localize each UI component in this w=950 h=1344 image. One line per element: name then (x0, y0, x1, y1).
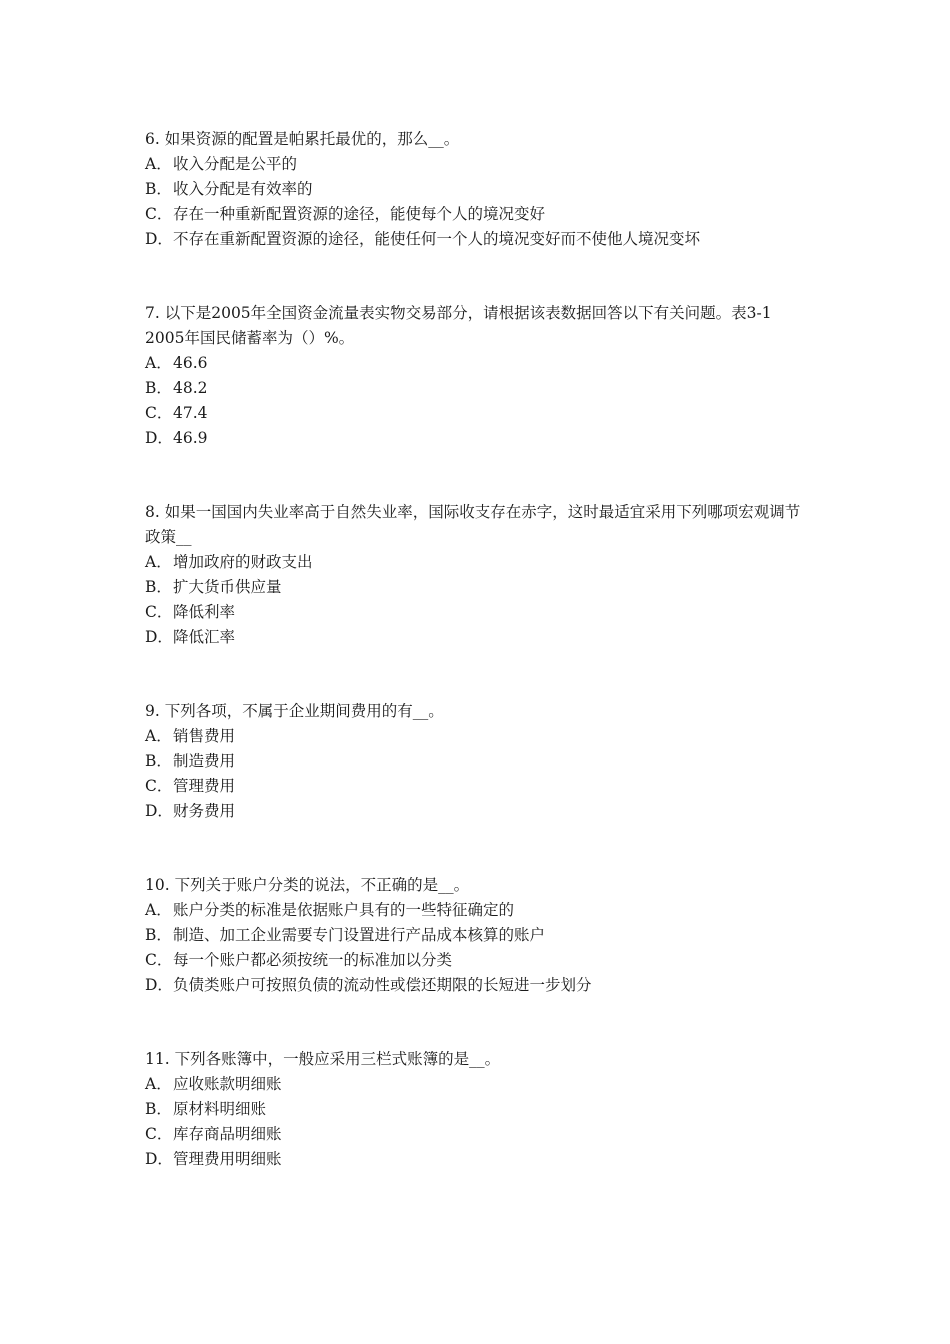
option-letter: D． (145, 230, 173, 248)
option-text: 销售费用 (173, 727, 236, 745)
option-letter: A． (145, 354, 172, 372)
option-text: 管理费用明细账 (173, 1150, 282, 1168)
question-10 (145, 873, 815, 998)
option-text: 收入分配是公平的 (173, 155, 298, 173)
option-text: 库存商品明细账 (173, 1125, 282, 1143)
option-letter: A． (145, 155, 172, 173)
option-letter: D． (145, 802, 173, 820)
option-letter: A． (145, 1075, 172, 1093)
option-text: 财务费用 (173, 802, 236, 820)
option-c (145, 1122, 815, 1147)
option-text: 46.6 (173, 354, 208, 372)
option-text: 47.4 (173, 404, 208, 422)
question-8 (145, 500, 815, 650)
option-letter: A． (145, 553, 172, 571)
question-stem: 9. 下列各项，不属于企业期间费用的有__。 (145, 702, 444, 720)
option-text: 扩大货币供应量 (173, 578, 282, 596)
option-letter: B． (145, 578, 172, 596)
option-text: 降低利率 (173, 603, 236, 621)
option-b (145, 376, 815, 401)
question-stem: 10. 下列关于账户分类的说法，不正确的是__。 (145, 876, 470, 894)
option-text: 制造费用 (173, 752, 236, 770)
option-letter: D． (145, 976, 173, 994)
option-c (145, 401, 815, 426)
option-letter: D． (145, 628, 173, 646)
question-11 (145, 1047, 815, 1172)
option-c (145, 774, 815, 799)
option-text: 46.9 (173, 429, 208, 447)
question-stem: 7. 以下是2005年全国资金流量表实物交易部分，请根据该表数据回答以下有关问题。表3-1 2005年国民储蓄率为（）%。 (145, 304, 772, 347)
option-a (145, 724, 815, 749)
option-b (145, 923, 815, 948)
option-a (145, 1072, 815, 1097)
option-letter: B． (145, 180, 172, 198)
option-text: 降低汇率 (173, 628, 236, 646)
option-letter: B． (145, 379, 172, 397)
option-letter: C． (145, 205, 173, 223)
option-text: 账户分类的标准是依据账户具有的一些特征确定的 (173, 901, 515, 919)
option-a (145, 351, 815, 376)
option-letter: C． (145, 1125, 173, 1143)
option-text: 每一个账户都必须按统一的标准加以分类 (173, 951, 453, 969)
option-c (145, 202, 815, 227)
option-letter: B． (145, 1100, 172, 1118)
option-d (145, 799, 815, 824)
option-text: 负债类账户可按照负债的流动性或偿还期限的长短进一步划分 (173, 976, 592, 994)
option-text: 48.2 (173, 379, 208, 397)
option-letter: C． (145, 777, 173, 795)
option-letter: B． (145, 752, 172, 770)
option-a (145, 898, 815, 923)
option-letter: C． (145, 603, 173, 621)
option-d (145, 1147, 815, 1172)
option-b (145, 575, 815, 600)
option-b (145, 749, 815, 774)
question-stem: 6. 如果资源的配置是帕累托最优的，那么__。 (145, 130, 460, 148)
option-d (145, 227, 815, 252)
option-a (145, 550, 815, 575)
option-text: 应收账款明细账 (173, 1075, 282, 1093)
option-text: 原材料明细账 (173, 1100, 267, 1118)
option-d (145, 973, 815, 998)
option-c (145, 600, 815, 625)
question-9 (145, 699, 815, 824)
option-a (145, 152, 815, 177)
option-letter: C． (145, 951, 173, 969)
option-letter: A． (145, 727, 172, 745)
question-stem: 11. 下列各账簿中，一般应采用三栏式账簿的是__。 (145, 1050, 501, 1068)
option-d (145, 625, 815, 650)
option-d (145, 426, 815, 451)
option-text: 管理费用 (173, 777, 236, 795)
option-b (145, 177, 815, 202)
option-text: 制造、加工企业需要专门设置进行产品成本核算的账户 (173, 926, 546, 944)
option-b (145, 1097, 815, 1122)
option-text: 收入分配是有效率的 (173, 180, 313, 198)
option-letter: C． (145, 404, 173, 422)
option-text: 存在一种重新配置资源的途径，能使每个人的境况变好 (173, 205, 546, 223)
option-letter: B． (145, 926, 172, 944)
question-stem: 8. 如果一国国内失业率高于自然失业率，国际收支存在赤字，这时最适宜采用下列哪项宏观调节政策__ (145, 503, 801, 546)
question-6 (145, 127, 815, 252)
option-letter: D． (145, 429, 173, 447)
option-letter: D． (145, 1150, 173, 1168)
option-c (145, 948, 815, 973)
option-letter: A． (145, 901, 172, 919)
option-text: 不存在重新配置资源的途径，能使任何一个人的境况变好而不使他人境况变坏 (173, 230, 701, 248)
question-7 (145, 301, 815, 451)
option-text: 增加政府的财政支出 (173, 553, 313, 571)
